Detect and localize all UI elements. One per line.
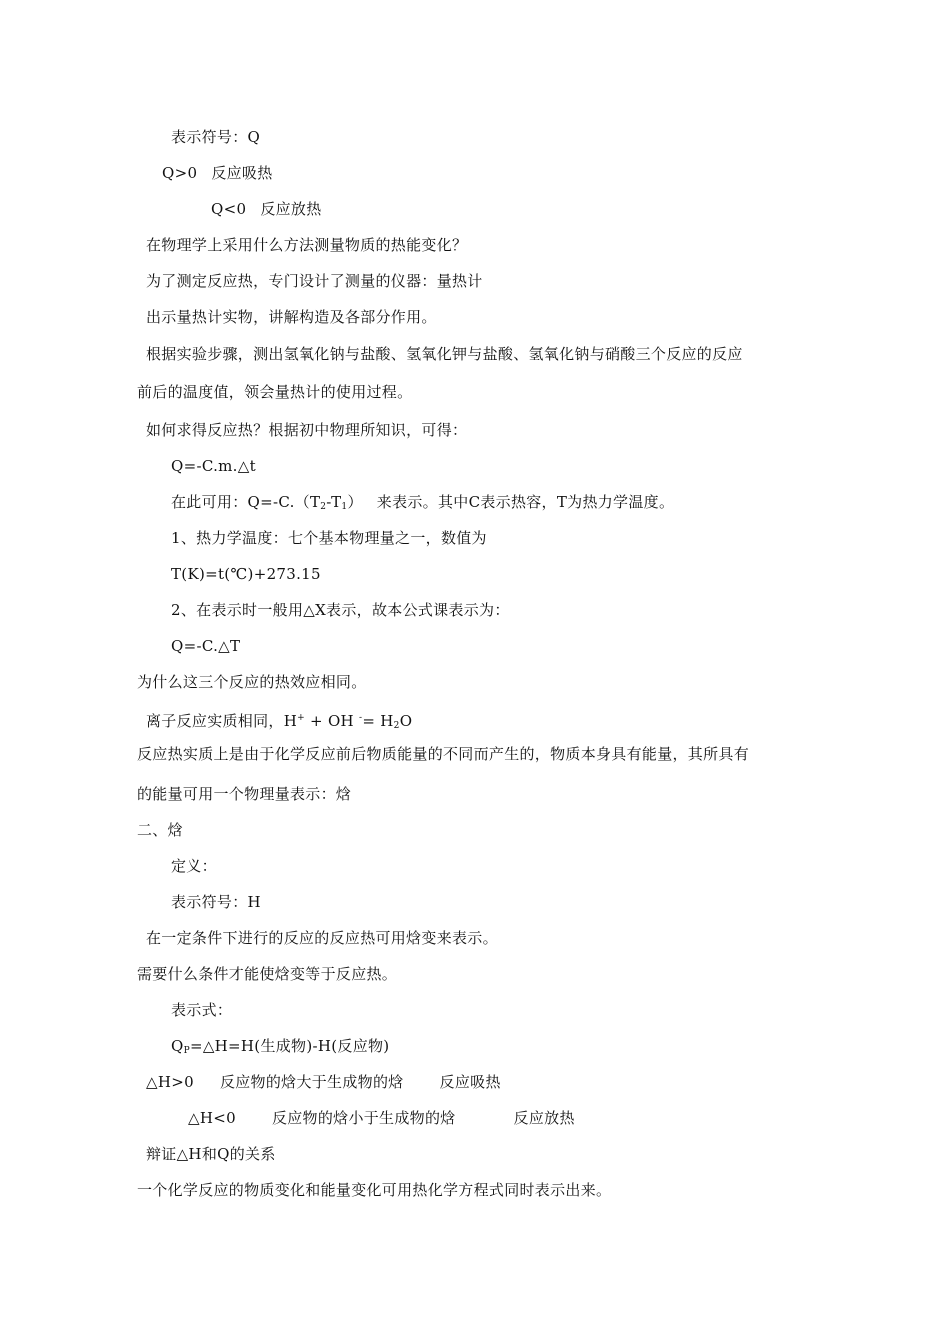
section-title: 二、焓 bbox=[137, 821, 183, 839]
text-line bbox=[171, 127, 260, 147]
delta-h-positive: △H>0 bbox=[146, 1073, 194, 1091]
text-line bbox=[188, 1108, 575, 1128]
question-text: 在物理学上采用什么方法测量物质的热能变化？ bbox=[146, 236, 468, 254]
subscript: 2 bbox=[393, 721, 400, 731]
text-line bbox=[171, 564, 321, 584]
text-line bbox=[146, 928, 498, 948]
text-line bbox=[171, 1036, 389, 1061]
paragraph-text: 来表示。其中C表示热容，T为热力学温度。 bbox=[376, 493, 675, 511]
text-line bbox=[137, 382, 412, 402]
symbol-h-label: 表示符号：H bbox=[171, 893, 261, 911]
formula-part: O bbox=[399, 712, 413, 730]
subscript: 1 bbox=[341, 502, 348, 512]
text-line bbox=[146, 271, 483, 291]
superscript: + bbox=[297, 713, 305, 723]
text-line bbox=[171, 856, 217, 876]
subscript: 2 bbox=[320, 502, 327, 512]
paragraph-text: 反应物的焓大于生成物的焓 bbox=[219, 1073, 404, 1091]
paragraph-text: 辩证△H和Q的关系 bbox=[146, 1145, 276, 1163]
paragraph-text: 1、热力学温度：七个基本物理量之一，数值为 bbox=[171, 529, 487, 547]
paragraph-text: 为了测定反应热，专门设计了测量的仪器：量热计 bbox=[146, 272, 483, 290]
expression-label: 表示式： bbox=[171, 1001, 233, 1019]
endothermic-label: 反应吸热 bbox=[439, 1073, 501, 1091]
q-negative: Q<0 bbox=[211, 200, 247, 218]
paragraph-text: 反应热实质上是由于化学反应前后物质能量的不同而产生的，物质本身具有能量，其所具有 bbox=[137, 745, 750, 763]
text-line bbox=[137, 1180, 611, 1200]
paragraph-text: 出示量热计实物，讲解构造及各部分作用。 bbox=[146, 308, 437, 326]
text-line bbox=[137, 672, 367, 692]
text-line bbox=[211, 199, 322, 219]
definition-label: 定义： bbox=[171, 857, 217, 875]
paragraph-text: 在一定条件下进行的反应的反应热可用焓变来表示。 bbox=[146, 929, 498, 947]
formula-part: ） bbox=[347, 493, 363, 511]
formula-part: =△H=H(生成物)-H(反应物) bbox=[189, 1037, 390, 1055]
formula-part: Q bbox=[171, 1037, 184, 1055]
endothermic-label: 反应吸热 bbox=[211, 164, 273, 182]
text-line bbox=[146, 1144, 276, 1164]
text-line bbox=[171, 892, 261, 912]
paragraph-text: 2、在表示时一般用△X表示，故本公式课表示为： bbox=[171, 601, 510, 619]
section-heading bbox=[137, 820, 183, 840]
text-line bbox=[146, 344, 743, 364]
question-text: 需要什么条件才能使焓变等于反应热。 bbox=[137, 965, 398, 983]
exothermic-label: 反应放热 bbox=[513, 1109, 575, 1127]
text-line bbox=[171, 528, 487, 548]
paragraph-text: 反应物的焓小于生成物的焓 bbox=[271, 1109, 456, 1127]
q-positive: Q>0 bbox=[162, 164, 198, 182]
question-text: 为什么这三个反应的热效应相同。 bbox=[137, 673, 367, 691]
text-line bbox=[171, 636, 240, 656]
text-line bbox=[171, 600, 510, 620]
question-text: 如何求得反应热？根据初中物理所知识，可得： bbox=[146, 421, 468, 439]
formula-part: 在此可用：Q=-C.（T bbox=[171, 493, 321, 511]
text-line bbox=[162, 163, 273, 183]
paragraph-text: 前后的温度值，领会量热计的使用过程。 bbox=[137, 383, 413, 401]
paragraph-text: 根据实验步骤，测出氢氧化钠与盐酸、氢氧化钾与盐酸、氢氧化钠与硝酸三个反应的反应 bbox=[146, 345, 743, 363]
text-line bbox=[137, 964, 397, 984]
delta-h-negative: △H<0 bbox=[188, 1109, 236, 1127]
subscript: P bbox=[183, 1046, 190, 1056]
paragraph-text: 的能量可用一个物理量表示：焓 bbox=[137, 785, 352, 803]
symbol-q-label: 表示符号：Q bbox=[171, 128, 261, 146]
text-line bbox=[146, 708, 412, 736]
paragraph-text: 一个化学反应的物质变化和能量变化可用热化学方程式同时表示出来。 bbox=[137, 1181, 612, 1199]
text-line bbox=[146, 235, 467, 255]
text-line bbox=[137, 784, 351, 804]
formula-part: = H bbox=[362, 712, 394, 730]
formula: Q=-C.△T bbox=[171, 637, 241, 655]
formula: T(K)=t(℃)+273.15 bbox=[171, 565, 321, 583]
text-line bbox=[171, 456, 256, 476]
formula-part: + OH bbox=[304, 712, 359, 730]
text-line bbox=[146, 420, 467, 440]
formula-part: 离子反应实质相同，H bbox=[146, 712, 298, 730]
text-line bbox=[171, 1000, 232, 1020]
text-line bbox=[137, 744, 749, 764]
formula: Q=-C.m.△t bbox=[171, 457, 256, 475]
text-line bbox=[171, 492, 674, 517]
superscript: - bbox=[359, 713, 363, 723]
formula-part: -T bbox=[326, 493, 342, 511]
text-line bbox=[146, 307, 437, 327]
exothermic-label: 反应放热 bbox=[260, 200, 322, 218]
text-line bbox=[146, 1072, 501, 1092]
